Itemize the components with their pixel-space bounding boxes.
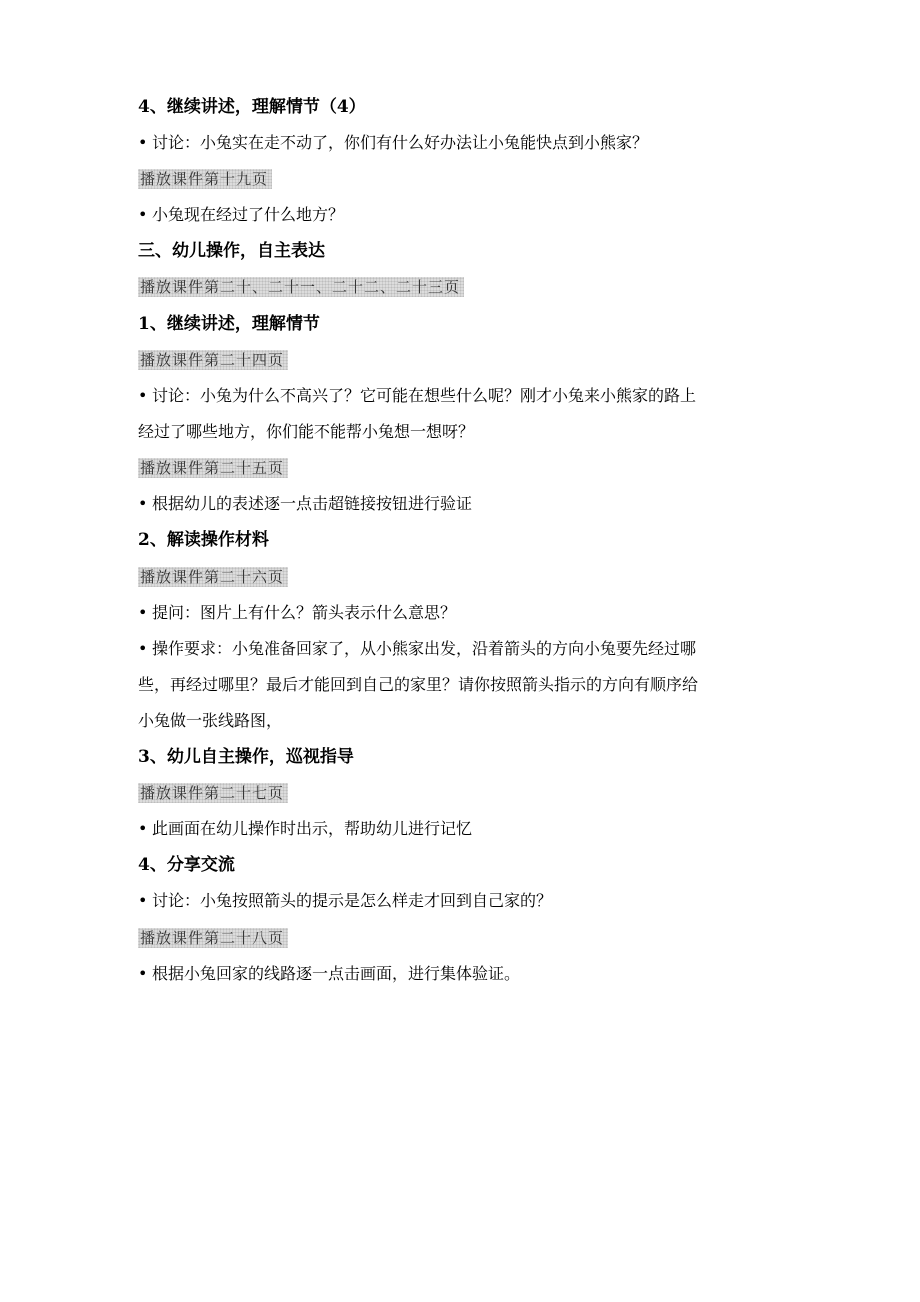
bullet-text: 提问：图片上有什么？箭头表示什么意思？ bbox=[152, 603, 457, 622]
courseware-note bbox=[138, 457, 288, 479]
bullet-dot: • bbox=[138, 639, 148, 658]
courseware-note-text: 播放课件第十九页 bbox=[138, 169, 272, 189]
bullet-item bbox=[138, 890, 552, 912]
continuation-text: 小兔做一张线路图， bbox=[138, 711, 283, 730]
courseware-note-text: 播放课件第二十七页 bbox=[138, 783, 288, 803]
bullet-item bbox=[138, 204, 344, 226]
bullet-continuation bbox=[138, 674, 698, 696]
courseware-note-text: 播放课件第二十四页 bbox=[138, 350, 288, 370]
bullet-item bbox=[138, 132, 648, 154]
bullet-dot: • bbox=[138, 964, 148, 983]
heading-text: 三、幼儿操作，自主表达 bbox=[138, 241, 325, 261]
bullet-dot: • bbox=[138, 891, 148, 910]
courseware-note-text: 播放课件第二十八页 bbox=[138, 928, 288, 948]
bullet-item bbox=[138, 638, 696, 660]
bullet-item bbox=[138, 963, 520, 985]
section-heading bbox=[138, 854, 235, 876]
courseware-note bbox=[138, 927, 288, 949]
bullet-dot: • bbox=[138, 494, 148, 513]
courseware-note bbox=[138, 349, 288, 371]
bullet-item bbox=[138, 493, 472, 515]
bullet-item bbox=[138, 385, 696, 407]
courseware-note bbox=[138, 276, 464, 298]
bullet-continuation bbox=[138, 421, 474, 443]
courseware-note bbox=[138, 168, 272, 190]
section-heading bbox=[138, 240, 325, 262]
continuation-text: 些，再经过哪里？最后才能回到自己的家里？请你按照箭头指示的方向有顺序给 bbox=[138, 675, 699, 694]
continuation-text: 经过了哪些地方，你们能不能帮小兔想一想呀？ bbox=[138, 422, 475, 441]
heading-text: 3、幼儿自主操作，巡视指导 bbox=[138, 747, 354, 767]
heading-text: 4、继续讲述，理解情节（4） bbox=[138, 97, 366, 117]
bullet-text: 讨论：小兔按照箭头的提示是怎么样走才回到自己家的？ bbox=[152, 891, 553, 910]
bullet-text: 讨论：小兔实在走不动了，你们有什么好办法让小兔能快点到小熊家？ bbox=[152, 133, 649, 152]
courseware-note-text: 播放课件第二十五页 bbox=[138, 458, 288, 478]
bullet-text: 根据幼儿的表述逐一点击超链接按钮进行验证 bbox=[152, 494, 473, 513]
section-heading bbox=[138, 529, 269, 551]
section-heading bbox=[138, 96, 366, 118]
bullet-text: 根据小兔回家的线路逐一点击画面，进行集体验证。 bbox=[152, 964, 521, 983]
bullet-continuation bbox=[138, 710, 282, 732]
bullet-dot: • bbox=[138, 133, 148, 152]
bullet-dot: • bbox=[138, 603, 148, 622]
bullet-dot: • bbox=[138, 819, 148, 838]
courseware-note-text: 播放课件第二十、二十一、二十二、二十三页 bbox=[138, 277, 464, 297]
bullet-dot: • bbox=[138, 205, 148, 224]
courseware-note bbox=[138, 566, 288, 588]
bullet-text: 此画面在幼儿操作时出示，帮助幼儿进行记忆 bbox=[152, 819, 473, 838]
bullet-item bbox=[138, 602, 456, 624]
heading-text: 1、继续讲述，理解情节 bbox=[138, 314, 320, 334]
heading-text: 4、分享交流 bbox=[138, 855, 235, 875]
section-heading bbox=[138, 313, 320, 335]
bullet-dot: • bbox=[138, 386, 148, 405]
bullet-text: 操作要求：小兔准备回家了，从小熊家出发，沿着箭头的方向小兔要先经过哪 bbox=[152, 639, 697, 658]
bullet-text: 小兔现在经过了什么地方？ bbox=[152, 205, 345, 224]
courseware-note-text: 播放课件第二十六页 bbox=[138, 567, 288, 587]
bullet-text: 讨论：小兔为什么不高兴了？它可能在想些什么呢？刚才小兔来小熊家的路上 bbox=[152, 386, 697, 405]
bullet-item bbox=[138, 818, 472, 840]
heading-text: 2、解读操作材料 bbox=[138, 530, 269, 550]
courseware-note bbox=[138, 782, 288, 804]
section-heading bbox=[138, 746, 354, 768]
